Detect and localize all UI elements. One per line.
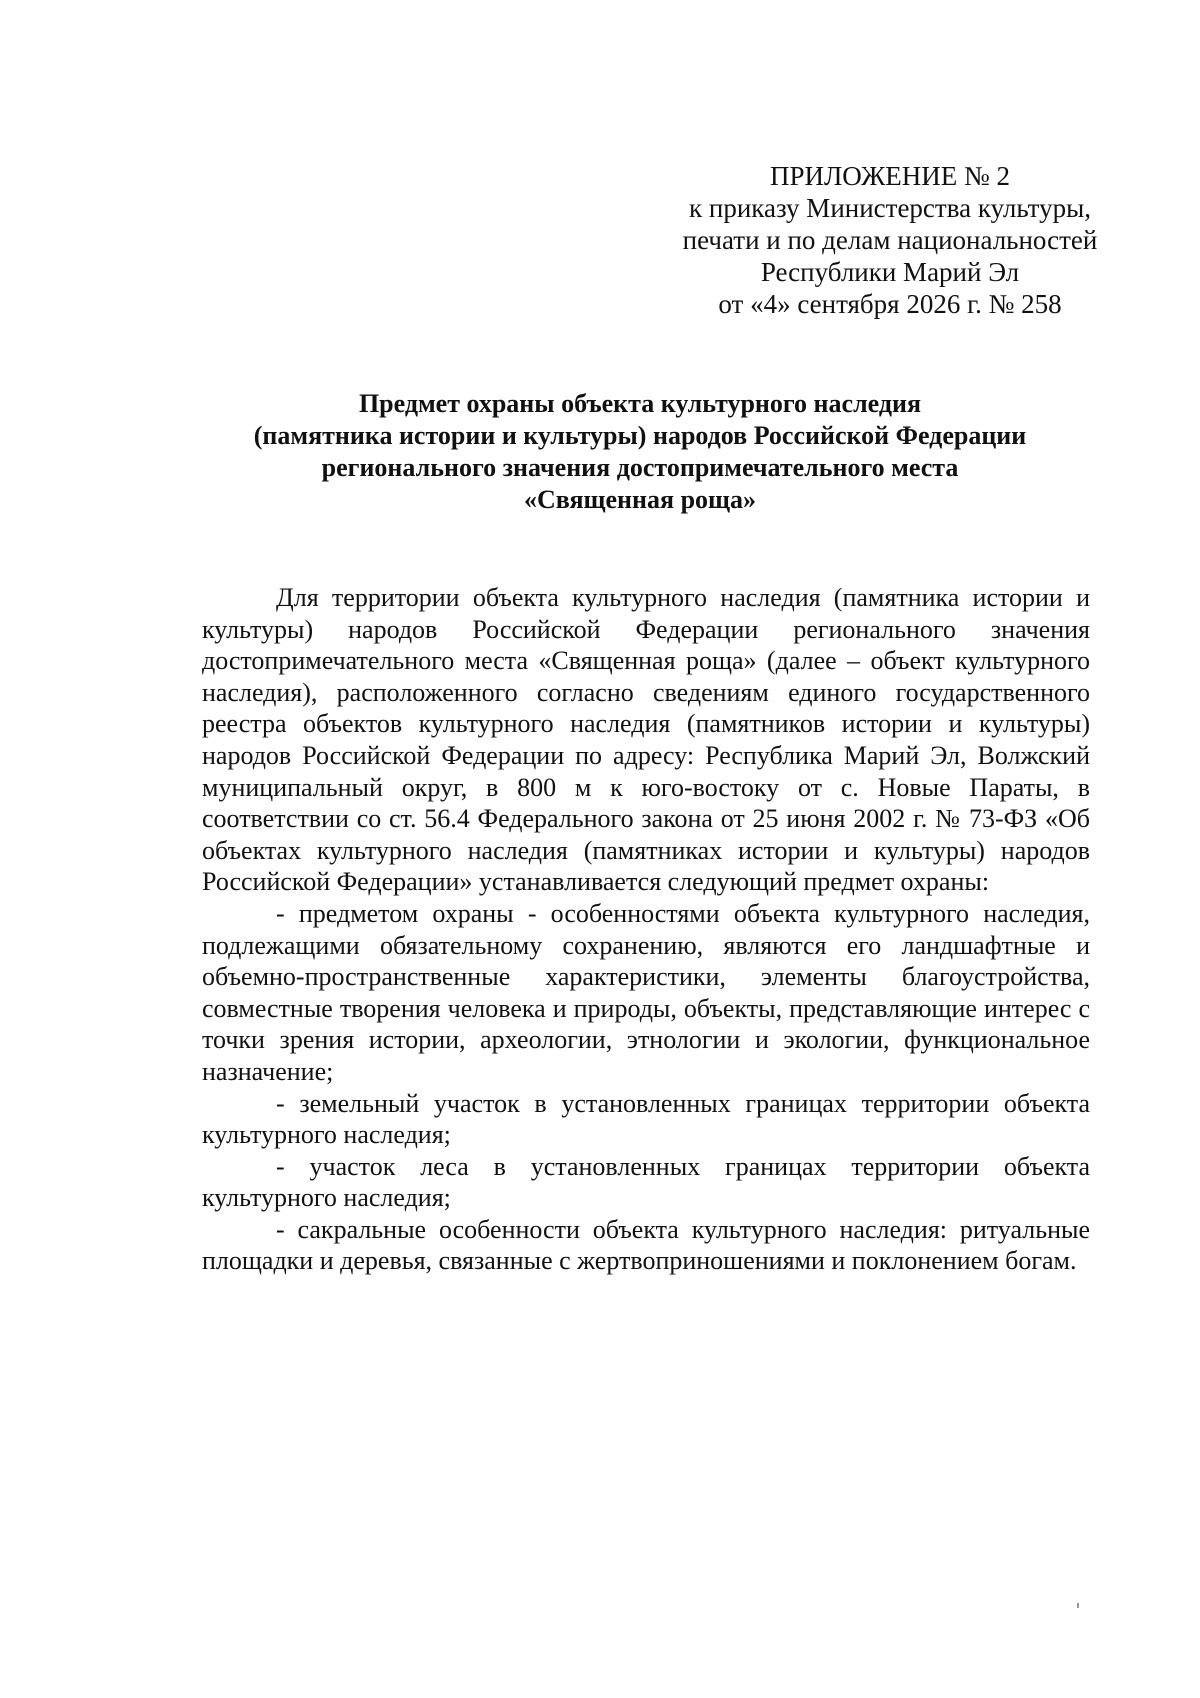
appendix-number: ПРИЛОЖЕНИЕ № 2 <box>769 161 1011 191</box>
title-line-3: регионального значения достопримечательного места <box>321 453 959 482</box>
scan-speck <box>1077 1603 1079 1608</box>
list-item: - земельный участок в установленных границах территории объекта культурного наследия; <box>202 1088 1090 1150</box>
appendix-date-line: от «4» сентября 2026 г. № 258 <box>718 289 1062 319</box>
appendix-header <box>660 160 1120 320</box>
appendix-order-line: к приказу Министерства культуры, <box>689 193 1091 223</box>
title-line-1: Предмет охраны объекта культурного наследия <box>358 389 922 418</box>
title-line-4: «Священная роща» <box>524 485 756 514</box>
list-item: - предметом охраны - особенностями объекта культурного наследия, подлежащими обязательному сохранению, являются его ландшафтные и объемно-пространственные характеристики, элементы благоустройства, совместные творения человека и природы, объекты, представляющие интерес с точки зрения истории, археологии, этнологии и экологии, функциональное назначение; <box>202 898 1090 1086</box>
appendix-republic-line: Республики Марий Эл <box>760 257 1020 287</box>
list-item: - участок леса в установленных границах территории объекта культурного наследия; <box>202 1151 1090 1213</box>
intro-paragraph: Для территории объекта культурного наследия (памятника истории и культуры) народов Российской Федерации регионального значения достопримечательного места «Священная роща» (далее – объект культурного наследия), расположенного согласно сведениям единого государственного реестра объектов культурного наследия (памятников истории и культуры) народов Российской Федерации по адресу: Республика Марий Эл, Волжский муниципальный округ, в 800 м к юго-востоку от с. Новые Параты, в соответствии со ст. 56.4 Федерального закона от 25 июня 2002 г. № 73-ФЗ «Об объектах культурного наследия (памятниках истории и культуры) народов Российской Федерации» устанавливается следующий предмет охраны: <box>202 583 1090 897</box>
document-title <box>190 388 1090 516</box>
appendix-ministry-line: печати и по делам национальностей <box>682 225 1098 255</box>
document-body <box>202 582 1090 1277</box>
title-line-2: (памятника истории и культуры) народов Российской Федерации <box>253 421 1027 450</box>
list-item: - сакральные особенности объекта культурного наследия: ритуальные площадки и деревья, связанные с жертвоприношениями и поклонением богам. <box>202 1214 1090 1276</box>
